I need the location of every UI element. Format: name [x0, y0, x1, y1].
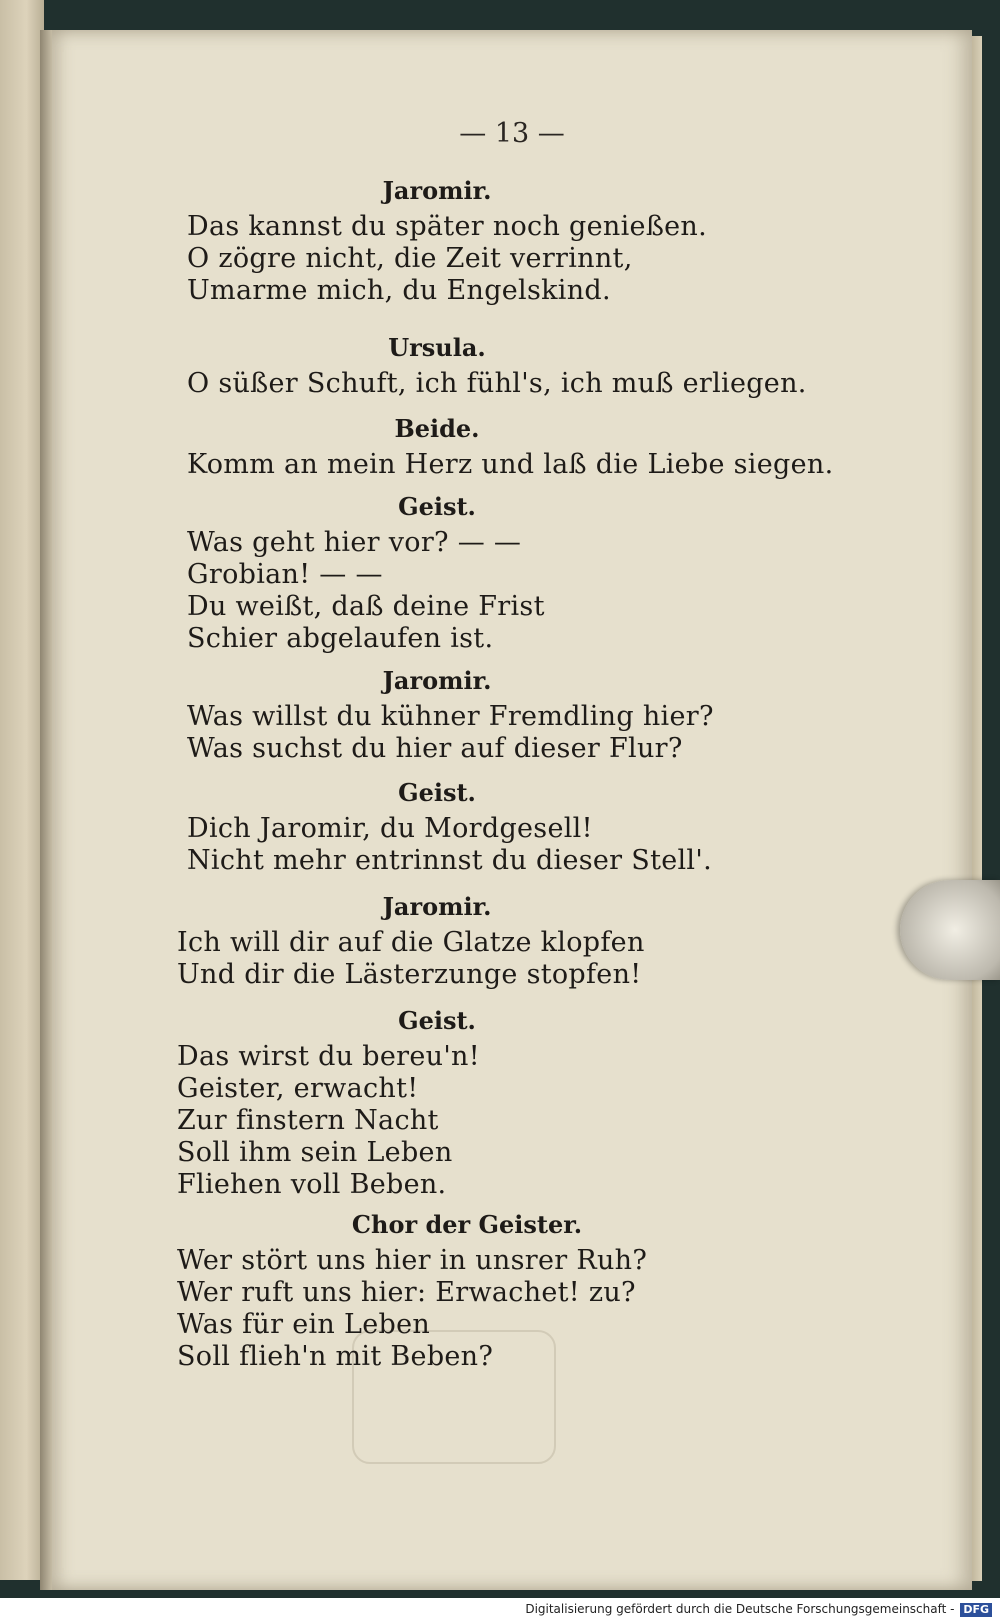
- speaker-name: Jaromir.: [382, 666, 492, 695]
- verse-line: Ich will dir auf die Glatze klopfen: [177, 927, 645, 958]
- verse-line: Komm an mein Herz und laß die Liebe siegen.: [187, 449, 834, 480]
- verse-line: Soll ihm sein Leben: [177, 1137, 453, 1168]
- speaker-name: Geist.: [398, 1006, 476, 1035]
- left-page-edge: [0, 0, 44, 1580]
- speech-block: [187, 778, 747, 877]
- verse-line: Das kannst du später noch genießen.: [187, 211, 708, 242]
- speaker-name: Jaromir.: [382, 176, 492, 205]
- verse-line: Fliehen voll Beben.: [177, 1169, 447, 1200]
- speech-block: [187, 176, 747, 307]
- verse-line: Schier abgelaufen ist.: [187, 623, 494, 654]
- verse-line: Grobian! — —: [187, 559, 383, 590]
- verse-line: Umarme mich, du Engelskind.: [187, 275, 611, 306]
- book-page: [52, 30, 972, 1590]
- verse-line: Geister, erwacht!: [177, 1073, 419, 1104]
- verse-line: Dich Jaromir, du Mordgesell!: [187, 813, 593, 844]
- verse-line: Was willst du kühner Fremdling hier?: [187, 701, 714, 732]
- verse-line: Zur finstern Nacht: [177, 1105, 439, 1136]
- footer-text: Digitalisierung gefördert durch die Deutsche Forschungsgemeinschaft -: [525, 1602, 955, 1616]
- speaker-name: Geist.: [398, 778, 476, 807]
- verse-line: O zögre nicht, die Zeit verrinnt,: [187, 243, 633, 274]
- verse-line: Wer ruft uns hier: Erwachet! zu?: [177, 1277, 636, 1308]
- speaker-name: Chor der Geister.: [351, 1210, 583, 1239]
- speech-block: [177, 1210, 737, 1373]
- verse-line: Nicht mehr entrinnst du dieser Stell'.: [187, 845, 712, 876]
- page-number: — 13 —: [459, 118, 565, 149]
- verse-line: Wer stört uns hier in unsrer Ruh?: [177, 1245, 648, 1276]
- speaker-name: Beide.: [394, 414, 480, 443]
- verse-line: Was geht hier vor? — —: [187, 527, 522, 558]
- verse-line: Das wirst du bereu'n!: [177, 1041, 480, 1072]
- dfg-logo: DFG: [960, 1603, 992, 1617]
- verse-line: Und dir die Lästerzunge stopfen!: [177, 959, 642, 990]
- speaker-name: Geist.: [398, 492, 476, 521]
- verse-line: Soll flieh'n mit Beben?: [177, 1341, 494, 1372]
- speaker-name: Ursula.: [388, 333, 486, 362]
- speech-block: [177, 1006, 677, 1201]
- speech-block: [187, 666, 747, 765]
- verse-line: Was suchst du hier auf dieser Flur?: [187, 733, 683, 764]
- verse-line: Was für ein Leben: [177, 1309, 431, 1340]
- verse-line: O süßer Schuft, ich fühl's, ich muß erliegen.: [187, 368, 807, 399]
- speech-block: [187, 492, 687, 655]
- verse-line: Du weißt, daß deine Frist: [187, 591, 545, 622]
- footer-credit: [0, 1598, 1000, 1620]
- speech-block: [177, 892, 737, 991]
- speech-block: [187, 333, 807, 400]
- page-clip: [900, 880, 1000, 980]
- speech-block: [187, 414, 837, 481]
- speaker-name: Jaromir.: [382, 892, 492, 921]
